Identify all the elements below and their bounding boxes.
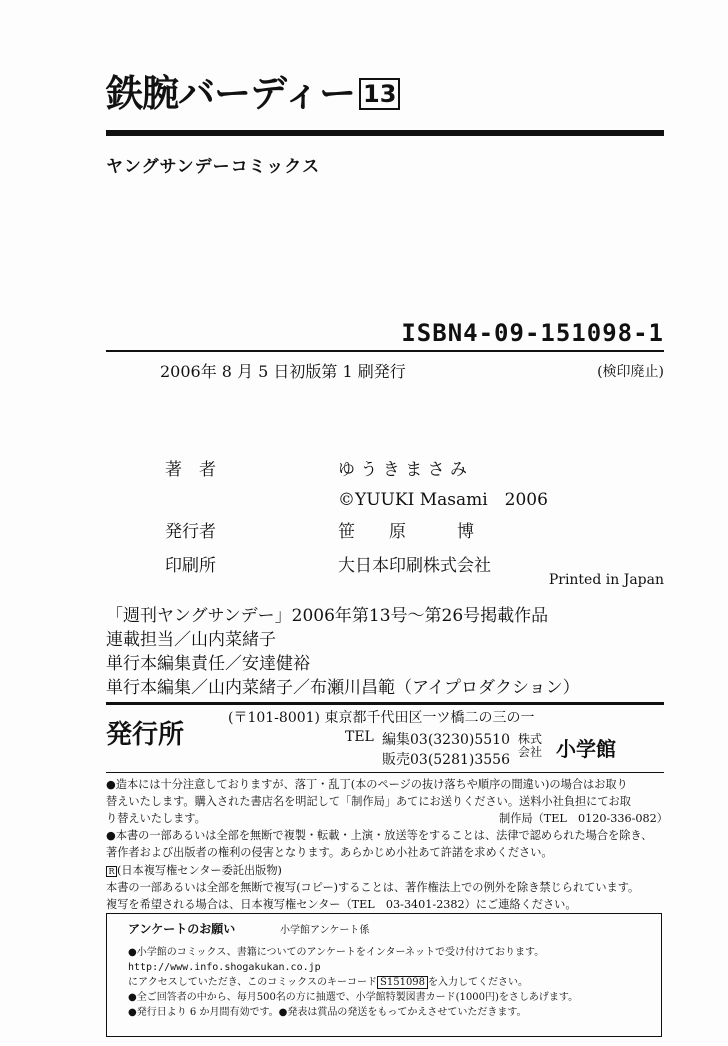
- credit-value-copyright: ©YUUKI Masami 2006: [338, 490, 548, 510]
- serialization-editor: 連載担当／山内菜緒子: [106, 630, 276, 650]
- defect-notice-line-1: ●造本には十分注意しておりますが、落丁・乱丁(本のページの抜け落ちや順序の間違い)の場合はお取り: [106, 778, 628, 791]
- publisher-label: 発行所: [106, 720, 185, 750]
- sales-tel: 販売03(5281)3556: [382, 752, 510, 768]
- photocopy-notice-line-2: 複写を希望される場合は、日本複写権センター（TEL 03-3401-2382）にご連絡ください。: [106, 898, 577, 911]
- survey-keycode-suffix: を入力してください。: [428, 977, 529, 988]
- jrrc-line: [106, 863, 282, 878]
- survey-keycode-line: [128, 976, 528, 990]
- publisher-address: (〒101-8001) 東京都千代田区一ツ橋二の三の一: [228, 710, 535, 726]
- publication-date: 2006年 8 月 5 日初版第 1 刷発行: [160, 362, 406, 381]
- survey-line-1: ●小学館のコミックス、書籍についてのアンケートをインターネットで受け付けております。: [128, 947, 545, 958]
- credit-value-printer: 大日本印刷株式会社: [338, 556, 491, 576]
- defect-notice-line-3: り替えいたします。: [106, 812, 206, 825]
- publisher-divider: [106, 702, 664, 705]
- volume-number-badge: 13: [359, 78, 400, 110]
- credit-value-author: ゆ う き ま さ み: [338, 460, 468, 480]
- copyright-notice-line-1: ●本書の一部あるいは全部を無断で複製・転載・上演・放送等をすることは、法律で認められた場合を除き、: [106, 829, 653, 842]
- volume-editors: 単行本編集／山内菜緒子／布瀬川昌範（アイプロダクション）: [106, 678, 580, 698]
- survey-keycode-prefix: にアクセスしていただき、このコミックスのキーコード: [128, 977, 377, 988]
- notice-divider: [106, 772, 664, 773]
- production-dept-tel: 制作局（TEL 0120-336-082）: [499, 812, 668, 825]
- credit-key-author: 著 者: [165, 460, 216, 480]
- jrrc-label: (日本複写権センター委託出版物): [117, 864, 282, 877]
- copyright-notice-line-2: 著作者および出版者の権利の侵害となります。あらかじめ小社あて許諾を求めください。: [106, 846, 553, 859]
- tel-label: TEL: [345, 729, 374, 745]
- jrrc-r-mark: R: [106, 866, 117, 877]
- survey-department: 小学館アンケート係: [280, 925, 370, 936]
- credit-value-publisher: 笹 原 博: [338, 522, 474, 542]
- title-divider: [106, 130, 664, 136]
- photocopy-notice-line-1: 本書の一部あるいは全部を無断で複写(コピー)することは、著作権法上での例外を除き禁じられています。: [106, 881, 640, 894]
- survey-title: アンケートのお願い: [128, 922, 236, 936]
- volume-editor-in-charge: 単行本編集責任／安達健裕: [106, 654, 310, 674]
- isbn-code: ISBN4-09-151098-1: [401, 319, 664, 347]
- survey-url[interactable]: http://www.info.shogakukan.co.jp: [128, 962, 321, 973]
- editorial-tel: 編集03(3230)5510: [382, 732, 510, 748]
- kabushiki-kaisha: 株式会社: [518, 732, 543, 759]
- credit-key-publisher: 発行者: [165, 522, 216, 542]
- isbn-divider: [106, 350, 664, 352]
- survey-keycode: S151098: [377, 976, 428, 989]
- title-text: 鉄腕バーディー: [106, 72, 356, 115]
- publisher-name: 小学館: [556, 737, 616, 761]
- defect-notice-line-2: 替えいたします。購入された書店名を明記して「制作局」あてにお送りください。送料小社負担にてお取: [106, 795, 631, 808]
- survey-line-5: ●発行日より 6 か月間有効です。●発表は賞品の発送をもってかえさせていただきます。: [128, 1007, 527, 1018]
- survey-line-4: ●全ご回答者の中から、毎月500名の方に抽選で、小学館特製図書カード(1000円)をさしあげます。: [128, 992, 579, 1003]
- imprint-label: ヤングサンデーコミックス: [106, 157, 321, 177]
- credit-key-printer: 印刷所: [165, 556, 216, 576]
- printed-in-japan: Printed in Japan: [548, 572, 664, 588]
- stamp-notice: (検印廃止): [597, 364, 664, 380]
- serialization-source: 「週刊ヤングサンデー」2006年第13号〜第26号掲載作品: [106, 606, 549, 626]
- book-title: [106, 72, 400, 116]
